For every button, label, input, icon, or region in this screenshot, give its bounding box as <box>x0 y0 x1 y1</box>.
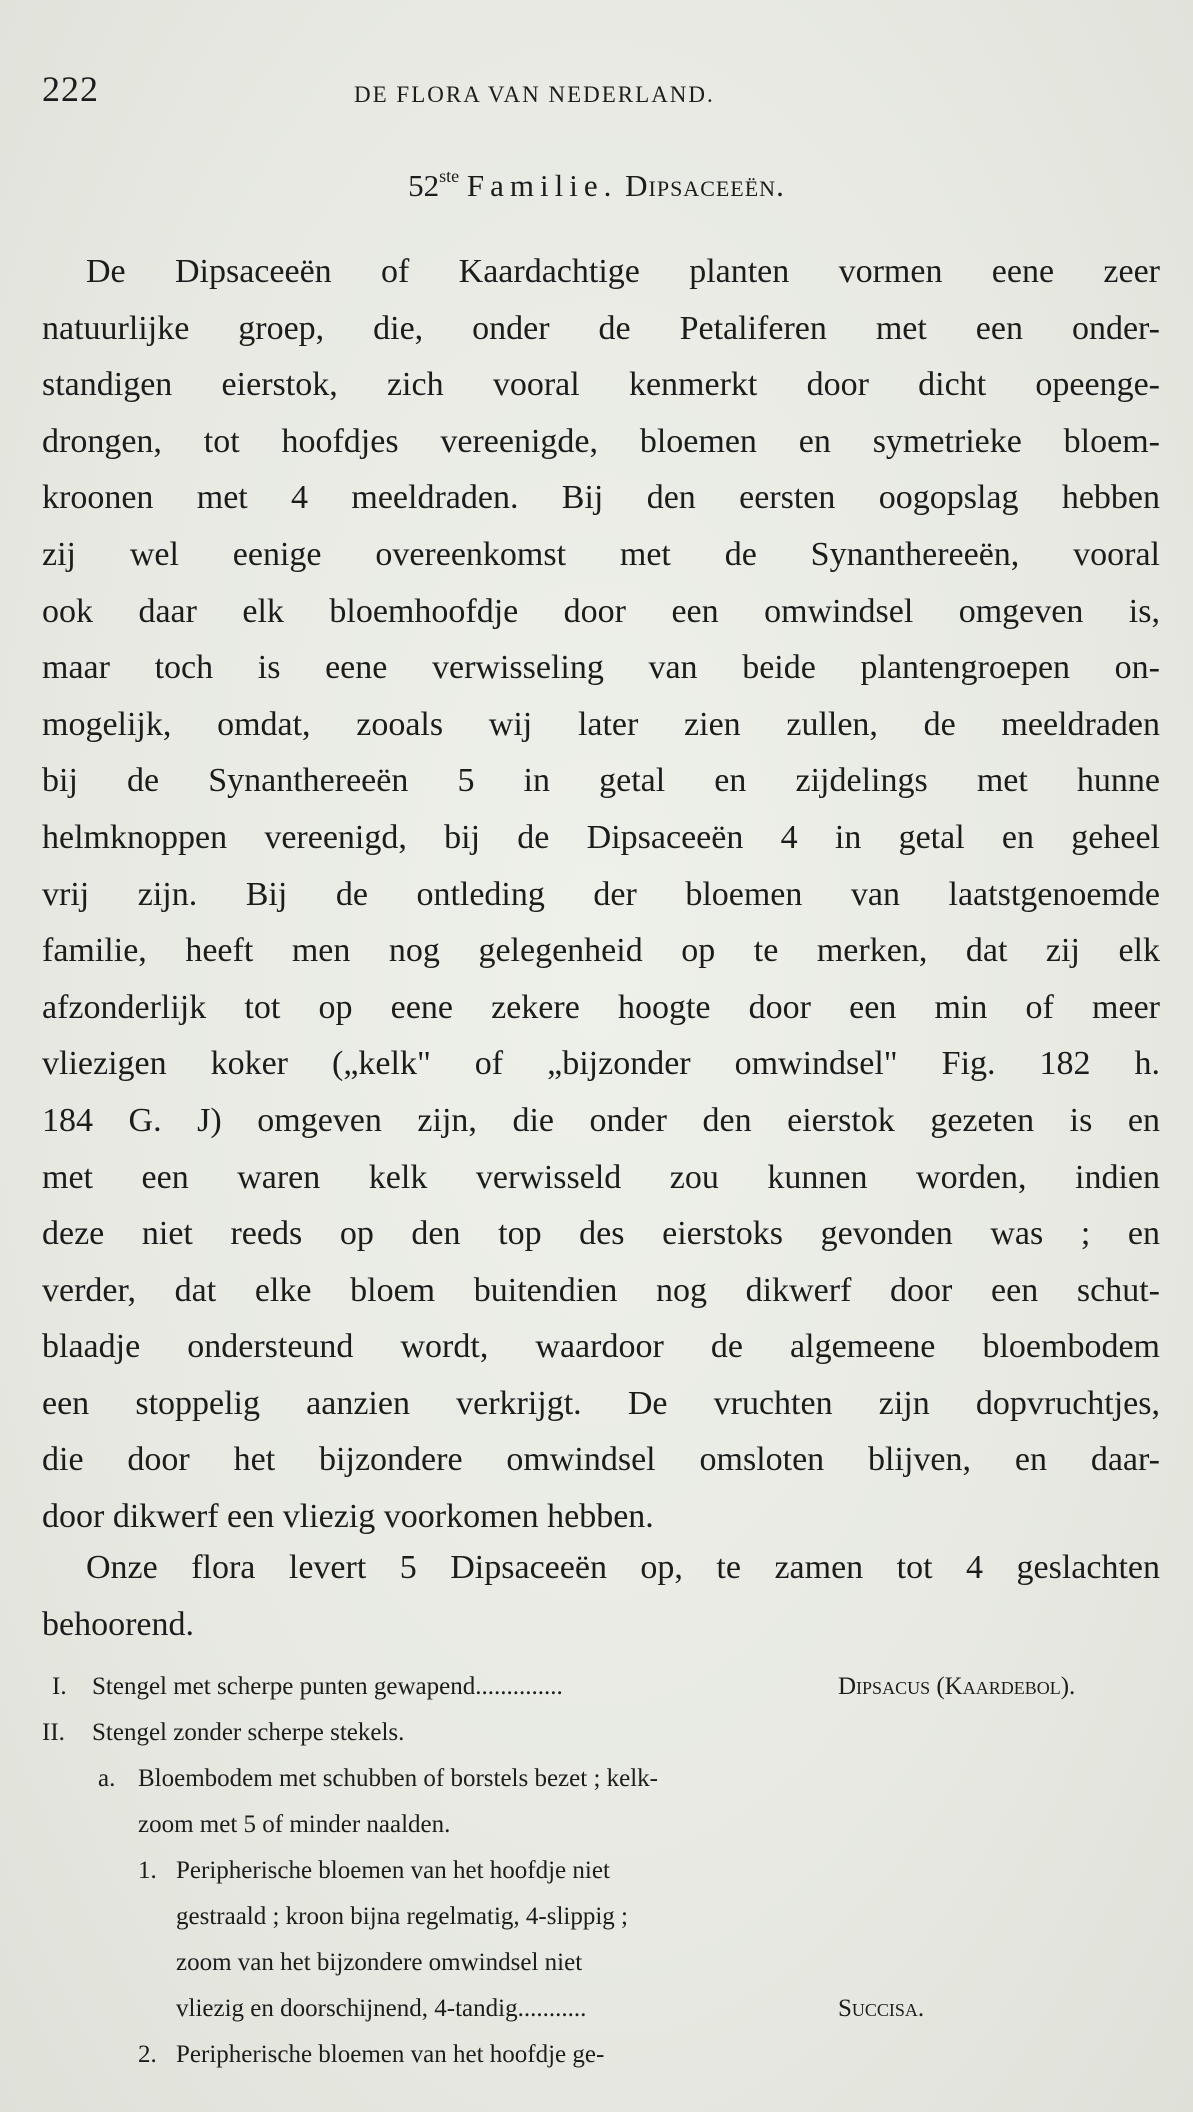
page-number: 222 <box>42 69 99 109</box>
paragraph-line: kroonen met 4 meeldraden. Bij den eersten oogopslag hebben <box>42 479 1160 517</box>
paragraph-line: die door het bijzondere omwindsel omsloten blijven, en daar- <box>42 1441 1160 1479</box>
paragraph-line: De Dipsaceeën of Kaardachtige planten vormen eene zeer <box>86 253 1160 290</box>
paragraph-line: vrij zijn. Bij de ontleding der bloemen van laatstgenoemde <box>42 875 1160 913</box>
paragraph-line: zij wel eenige overeenkomst met de Synanthereeën, vooral <box>42 535 1160 573</box>
key-text: Peripherische bloemen van het hoofdje ge- <box>176 2041 605 2068</box>
paragraph-line: 184 G. J) omgeven zijn, die onder den eierstok gezeten is en <box>42 1101 1160 1139</box>
paragraph-2 <box>42 1540 1160 1653</box>
family-name: Dipsaceeën. <box>625 168 785 203</box>
paragraph-line: familie, heeft men nog gelegenheid op te merken, dat zij elk <box>42 932 1160 970</box>
paragraph-line: Onze flora levert 5 Dipsaceeën op, te zamen tot 4 geslachten <box>86 1549 1160 1586</box>
paragraph-1 <box>42 244 1160 1546</box>
key-result-genus: Succisa. <box>838 1995 925 2022</box>
paragraph-line: bij de Synanthereeën 5 in getal en zijdelings met hunne <box>42 762 1160 800</box>
family-word: Familie. <box>466 168 618 203</box>
key-text: zoom van het bijzondere omwindsel niet <box>176 1949 583 1976</box>
identification-key <box>42 1664 1160 2084</box>
key-label: 1. <box>138 1857 157 1884</box>
paragraph-line: drongen, tot hoofdjes vereenigde, bloemen en symetrieke bloem- <box>42 422 1160 460</box>
paragraph-line: ook daar elk bloemhoofdje door een omwindsel omgeven is, <box>42 592 1160 630</box>
running-title: DE FLORA VAN NEDERLAND. <box>354 82 715 107</box>
key-text: Stengel zonder scherpe stekels. <box>92 1719 405 1746</box>
family-heading <box>0 166 1193 204</box>
paragraph-line: afzonderlijk tot op eene zekere hoogte door een min of meer <box>42 988 1160 1026</box>
paragraph-line: helmknoppen vereenigd, bij de Dipsaceeën 4 in getal en geheel <box>42 818 1160 856</box>
paragraph-line: blaadje ondersteund wordt, waardoor de algemeene bloembodem <box>42 1328 1160 1366</box>
family-number-suffix: ste <box>439 166 460 186</box>
paragraph-line: een stoppelig aanzien verkrijgt. De vruchten zijn dopvruchtjes, <box>42 1384 1160 1422</box>
paragraph-line: natuurlijke groep, die, onder de Petaliferen met een onder- <box>42 309 1160 347</box>
key-text: Stengel met scherpe punten gewapend.............. <box>92 1673 563 1700</box>
key-label: I. <box>52 1673 67 1700</box>
paragraph-line: door dikwerf een vliezig voorkomen hebben. <box>42 1498 654 1536</box>
paragraph-line: standigen eierstok, zich vooral kenmerkt door dicht opeenge- <box>42 366 1160 404</box>
key-label: II. <box>42 1719 65 1746</box>
key-text: vliezig en doorschijnend, 4-tandig........... <box>176 1995 587 2022</box>
paragraph-line: maar toch is eene verwisseling van beide plantengroepen on- <box>42 649 1160 687</box>
paragraph-line: vliezigen koker („kelk" of „bijzonder omwindsel" Fig. 182 h. <box>42 1045 1160 1083</box>
paragraph-line: verder, dat elke bloem buitendien nog dikwerf door een schut- <box>42 1271 1160 1309</box>
key-label: a. <box>98 1765 116 1792</box>
family-number: 52 <box>408 168 440 203</box>
paragraph-line: behoorend. <box>42 1605 195 1643</box>
paragraph-line: mogelijk, omdat, zooals wij later zien zullen, de meeldraden <box>42 705 1160 743</box>
paragraph-line: met een waren kelk verwisseld zou kunnen worden, indien <box>42 1158 1160 1196</box>
key-label: 2. <box>138 2041 157 2068</box>
key-text: zoom met 5 of minder naalden. <box>138 1811 451 1838</box>
key-result-genus: Dipsacus (Kaardebol). <box>838 1673 1076 1700</box>
key-text: Peripherische bloemen van het hoofdje niet <box>176 1857 610 1884</box>
page-header <box>42 68 1142 118</box>
paragraph-line: deze niet reeds op den top des eierstoks gevonden was ; en <box>42 1215 1160 1253</box>
key-text: Bloembodem met schubben of borstels bezet ; kelk- <box>138 1765 659 1792</box>
key-text: gestraald ; kroon bijna regelmatig, 4-slippig ; <box>176 1903 628 1930</box>
